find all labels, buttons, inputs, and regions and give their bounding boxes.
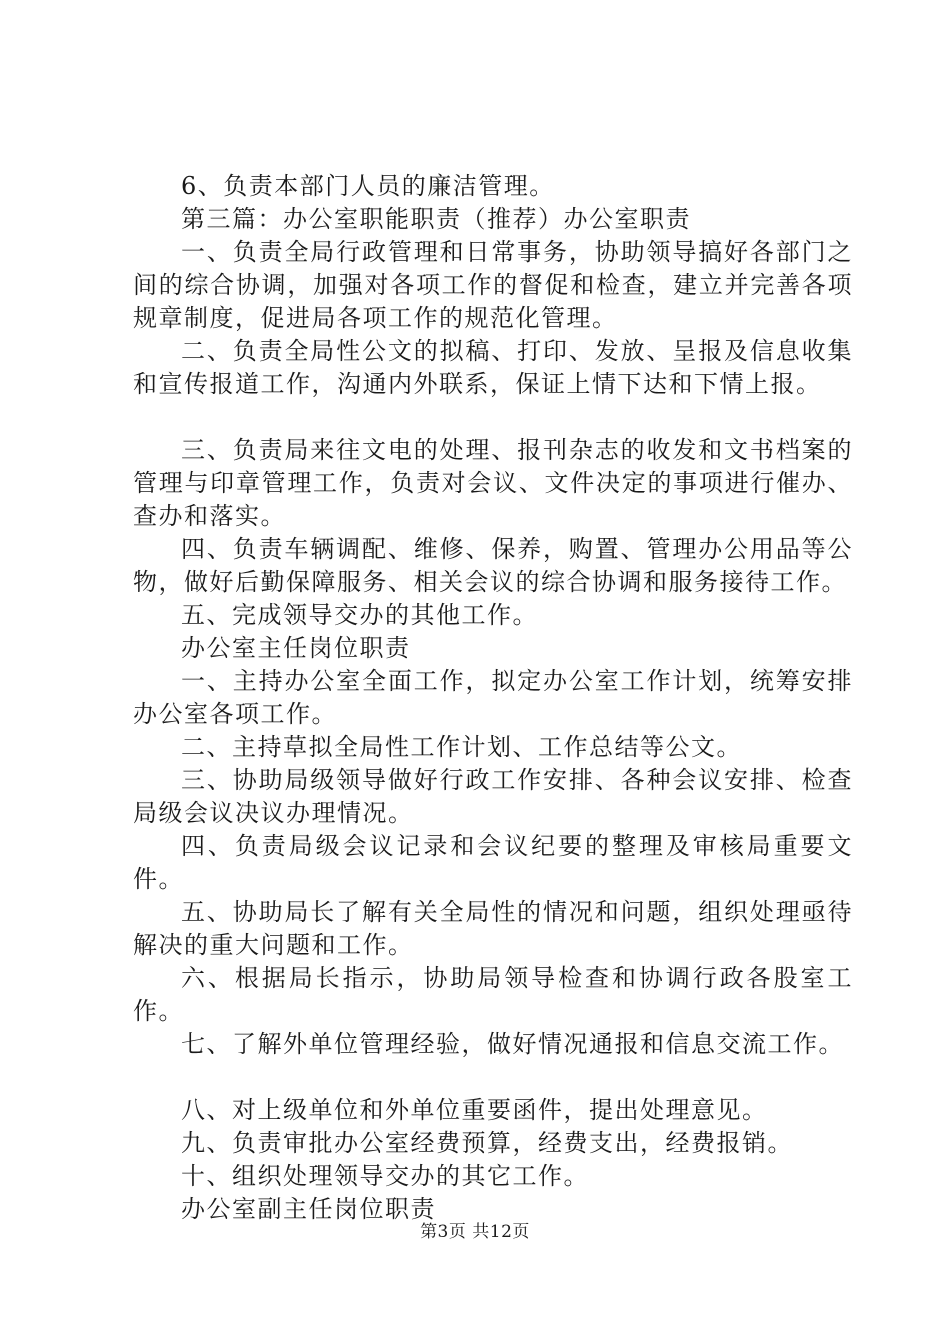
paragraph: 七、了解外单位管理经验，做好情况通报和信息交流工作。	[181, 1030, 844, 1058]
paragraph: 一、负责全局行政管理和日常事务，协助领导搞好各部门之间的综合协调，加强对各项工作的督促和检查，建立并完善各项规章制度，促进局各项工作的规范化管理。	[133, 238, 853, 332]
paragraph: 五、协助局长了解有关全局性的情况和问题，组织处理亟待解决的重大问题和工作。	[133, 898, 853, 959]
paragraph: 二、主持草拟全局性工作计划、工作总结等公文。	[181, 733, 742, 761]
paragraph: 十、组织处理领导交办的其它工作。	[181, 1162, 589, 1190]
paragraph: 三、协助局级领导做好行政工作安排、各种会议安排、检查局级会议决议办理情况。	[133, 766, 853, 827]
section-heading: 办公室主任岗位职责	[181, 634, 411, 662]
paragraph: 四、负责局级会议记录和会议纪要的整理及审核局重要文件。	[133, 832, 853, 893]
section-heading: 办公室副主任岗位职责	[181, 1195, 436, 1223]
paragraph: 三、负责局来往文电的处理、报刊杂志的收发和文书档案的管理与印章管理工作，负责对会议、文件决定的事项进行催办、查办和落实。	[133, 436, 853, 530]
paragraph: 6、负责本部门人员的廉洁管理。	[181, 172, 555, 200]
paragraph: 一、主持办公室全面工作，拟定办公室工作计划，统筹安排办公室各项工作。	[133, 667, 853, 728]
page-footer: 第3页 共12页	[420, 1222, 530, 1242]
section-heading: 第三篇：办公室职能职责（推荐）办公室职责	[181, 205, 691, 233]
paragraph: 四、负责车辆调配、维修、保养，购置、管理办公用品等公物，做好后勤保障服务、相关会议的综合协调和服务接待工作。	[133, 535, 853, 596]
paragraph: 八、对上级单位和外单位重要函件，提出处理意见。	[181, 1096, 768, 1124]
paragraph: 二、负责全局性公文的拟稿、打印、发放、呈报及信息收集和宣传报道工作，沟通内外联系，保证上情下达和下情上报。	[133, 337, 853, 398]
paragraph: 九、负责审批办公室经费预算，经费支出，经费报销。	[181, 1129, 793, 1157]
paragraph: 五、完成领导交办的其他工作。	[181, 601, 538, 629]
document-body	[133, 170, 853, 1226]
paragraph: 六、根据局长指示，协助局领导检查和协调行政各股室工作。	[133, 964, 853, 1025]
